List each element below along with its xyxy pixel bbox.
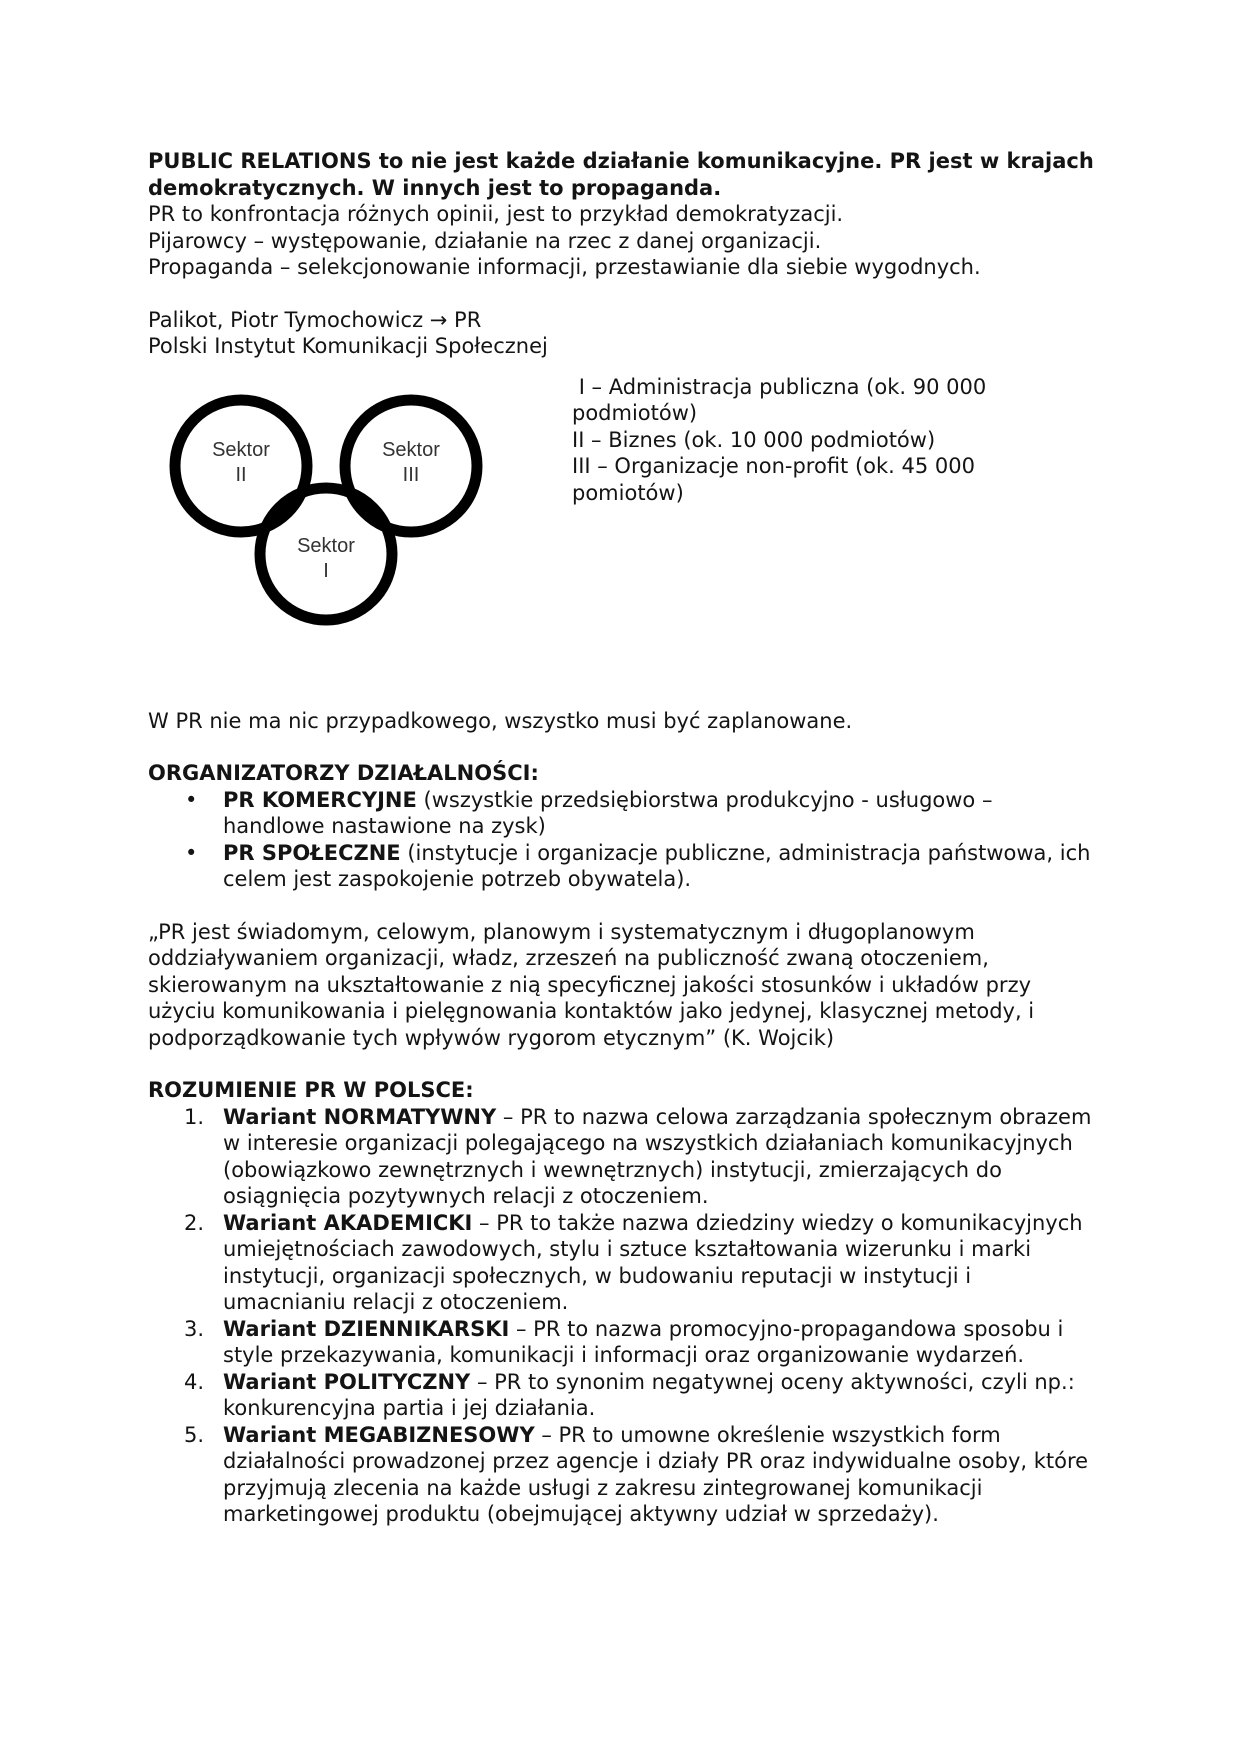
variant-term: Wariant NORMATYWNY (223, 1104, 497, 1129)
bullet-marker: • (185, 787, 198, 812)
intro-section (148, 148, 1098, 281)
list-number: 5. (184, 1422, 205, 1447)
sector-3-numeral: III (402, 463, 420, 486)
intro-line: PR to konfrontacja różnych opinii, jest to przykład demokratyzacji. (148, 202, 844, 226)
list-item (148, 787, 1098, 840)
list-item-term: PR KOMERCYJNE (223, 787, 417, 812)
sector-diagram (166, 380, 506, 640)
intro-line: Pijarowcy – występowanie, działanie na rzec z danej organizacji. (148, 228, 822, 253)
list-item (148, 1369, 1098, 1422)
people-section (148, 307, 1098, 360)
organizers-heading: ORGANIZATORZY DZIAŁALNOŚCI: (148, 761, 539, 785)
list-item-text: (instytucje i organizacje publiczne, administracja państwowa, ich celem jest zaspokojenie potrzeb obywatela). (223, 840, 1091, 891)
variant-term: Wariant POLITYCZNY (223, 1369, 471, 1394)
legend-item: I – Administracja publiczna (ok. 90 000 podmiotów) (572, 374, 993, 425)
variant-text: – PR to synonim negatywnej oceny aktywności, czyli np.: konkurencyjna partia i jej działania. (223, 1369, 1075, 1420)
variant-text: – PR to nazwa celowa zarządzania społecznym obrazem w interesie organizacji polegającego na wszystkich działaniach komunikacyjnych (obowiązkowo zewnętrznych i wewnętrznych) instytucji, zmierzających do osiągnięcia pozytywnych relacji z otoczeniem. (223, 1104, 1092, 1208)
variants-list (148, 1104, 1098, 1528)
planned-statement: W PR nie ma nic przypadkowego, wszystko musi być zaplanowane. (148, 708, 853, 733)
list-item-text: (wszystkie przedsiębiorstwa produkcyjno - usługowo – handlowe nastawione na zysk) (223, 787, 993, 838)
sector-1-word: Sektor (297, 534, 355, 557)
organizers-section (148, 760, 1098, 893)
sectors-section (148, 374, 1098, 674)
definition-quote: „PR jest świadomym, celowym, planowym i systematycznym i długoplanowym oddziaływaniem organizacji, władz, zrzeszeń na publiczność zwaną otoczeniem, skierowanym na ukształtowanie z nią specyficznej jakości stosunków i układów przy użyciu komunikowania i pielęgnowania kontaktów jako jedynej, klasycznej metody, i podporządkowanie tych wpływów rygorom etycznym” (K. Wojcik) (148, 919, 1035, 1050)
people-line: Palikot, Piotr Tymochowicz → PR (148, 307, 482, 332)
list-item (148, 840, 1098, 893)
understanding-section (148, 1077, 1098, 1528)
list-number: 4. (184, 1369, 205, 1394)
sector-2-numeral: II (235, 463, 247, 486)
variant-text: – PR to także nazwa dziedziny wiedzy o komunikacyjnych umiejętnościach zawodowych, stylu i sztuce kształtowania wizerunku i marki instytucji, organizacji społecznych, w budowaniu reputacji w instytucji i umacnianiu relacji z otoczeniem. (223, 1210, 1083, 1314)
organizers-list (148, 787, 1098, 893)
legend-item: II – Biznes (ok. 10 000 podmiotów) (572, 427, 936, 452)
sector-legend (572, 374, 1042, 507)
sector-3-word: Sektor (382, 438, 440, 461)
sector-1-numeral: I (323, 559, 329, 582)
sector-2-word: Sektor (212, 438, 270, 461)
legend-item: III – Organizacje non-profit (ok. 45 000 pomiotów) (572, 454, 975, 505)
sector-1-label (271, 534, 381, 584)
list-item-term: PR SPOŁECZNE (223, 840, 401, 865)
list-item (148, 1316, 1098, 1369)
variant-text: – PR to nazwa promocyjno-propagandowa sposobu i style przekazywania, komunikacji i informacji oraz organizowanie wydarzeń. (223, 1316, 1064, 1367)
bullet-marker: • (185, 840, 198, 865)
intro-line: Propaganda – selekcjonowanie informacji, przestawianie dla siebie wygodnych. (148, 255, 981, 279)
list-number: 3. (184, 1316, 205, 1341)
understanding-heading: ROZUMIENIE PR W POLSCE: (148, 1078, 474, 1102)
document-body (148, 148, 1098, 1528)
list-number: 2. (184, 1210, 205, 1235)
variant-term: Wariant MEGABIZNESOWY (223, 1422, 535, 1447)
list-item (148, 1104, 1098, 1210)
sector-2-label (186, 438, 296, 488)
sector-circles-graphic (166, 380, 506, 640)
institute-line: Polski Instytut Komunikacji Społecznej (148, 334, 548, 358)
list-item (148, 1422, 1098, 1528)
variant-text: – PR to umowne określenie wszystkich form działalności prowadzonej przez agencje i działy PR oraz indywidualne osoby, które przyjmują zlecenia na każde usługi z zakresu zintegrowanej komunikacji marketingowej produktu (obejmującej aktywny udział w sprzedaży). (223, 1422, 1089, 1526)
list-item (148, 1210, 1098, 1316)
variant-term: Wariant DZIENNIKARSKI (223, 1316, 510, 1341)
list-number: 1. (184, 1104, 205, 1129)
variant-term: Wariant AKADEMICKI (223, 1210, 473, 1235)
intro-bold-statement: PUBLIC RELATIONS to nie jest każde działanie komunikacyjne. PR jest w krajach demokratycznych. W innych jest to propaganda. (148, 149, 1094, 200)
sector-3-label (356, 438, 466, 488)
